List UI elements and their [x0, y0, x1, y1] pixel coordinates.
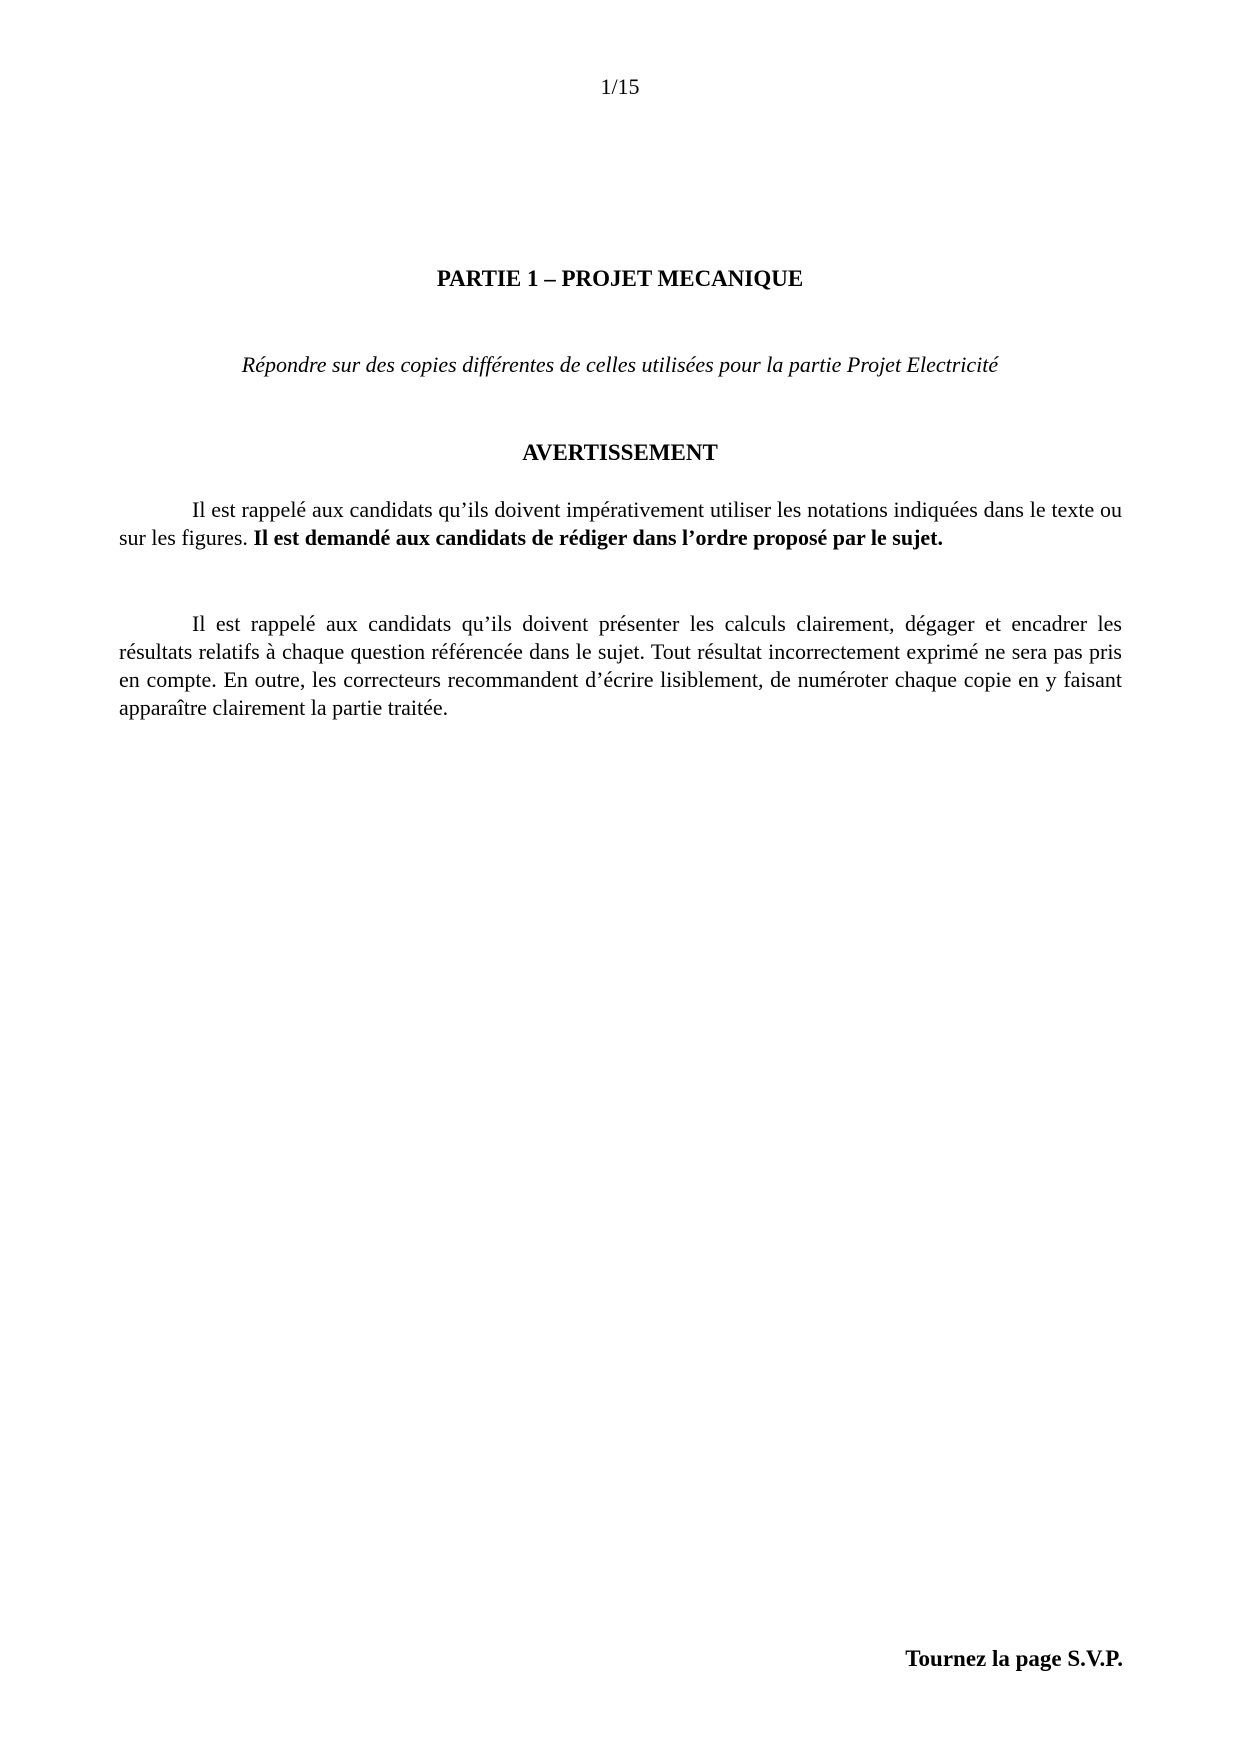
warning-title: AVERTISSEMENT	[522, 440, 718, 465]
answer-instruction: Répondre sur des copies différentes de celles utilisées pour la partie Projet Electricité	[241, 352, 999, 377]
turn-page-note: Tournez la page S.V.P.	[905, 1646, 1123, 1671]
page-number: 1/15	[600, 74, 640, 99]
warning-paragraph-notations-text: Il est rappelé aux candidats qu’ils doivent impérativement utiliser les notations indiquées dans le texte ou sur les figures.	[119, 497, 1122, 550]
warning-paragraph-presentation: Il est rappelé aux candidats qu’ils doivent présenter les calculs clairement, dégager et encadrer les résultats relatifs à chaque question référencée dans le sujet. Tout résultat incorrectement exprimé ne sera pas pris en compte. En outre, les correcteurs recommandent d’écrire lisiblement, de numéroter chaque copie en y faisant apparaître clairement la partie traitée.	[119, 611, 1122, 720]
part-title: PARTIE 1 – PROJET MECANIQUE	[436, 266, 804, 291]
warning-paragraph-order-emphasis: Il est demandé aux candidats de rédiger dans l’ordre proposé par le sujet.	[253, 525, 943, 550]
warning-paragraph-notations	[119, 496, 1122, 552]
